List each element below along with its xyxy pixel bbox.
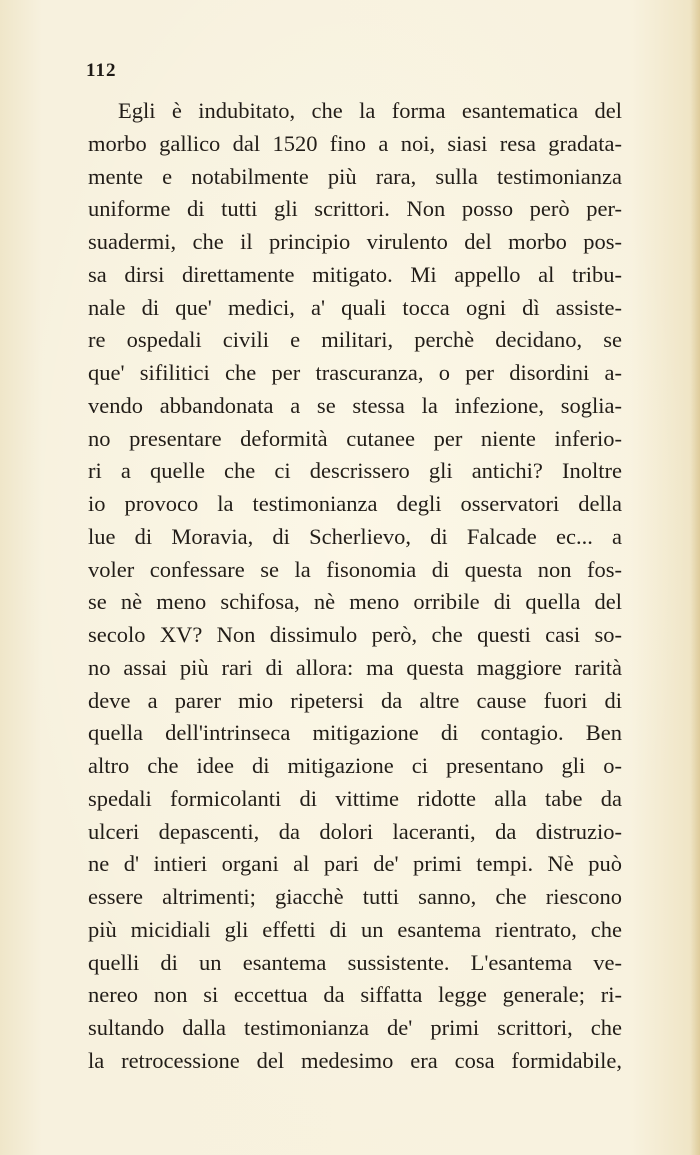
text-line: altro che idee di mitigazione ci presentano gli o- (88, 753, 622, 778)
text-line: nale di que' medici, a' quali tocca ogni dì assiste- (88, 294, 622, 320)
text-line: uniforme di tutti gli scrittori. Non posso però per- (88, 196, 622, 222)
text-line: io provoco la testimonianza degli osservatori della (88, 491, 622, 516)
text-line: lue di Moravia, di Scherlievo, di Falcade ec... a (88, 523, 622, 549)
text-line: secolo XV? Non dissimulo però, che questi casi so- (88, 622, 622, 647)
text-line: essere altrimenti; giacchè tutti sanno, che riescono (88, 884, 622, 909)
text-line: mente e notabilmente più rara, sulla testimonianza (88, 163, 622, 189)
text-line: deve a parer mio ripetersi da altre cause fuori di (88, 687, 622, 713)
text-line: più micidiali gli effetti di un esantema rientrato, che (88, 916, 622, 942)
text-line: ne d' intieri organi al pari de' primi tempi. Nè può (88, 851, 622, 877)
text-line: que' sifilitici che per trascuranza, o per disordini a- (88, 360, 622, 385)
text-line: se nè meno schifosa, nè meno orribile di quella del (88, 589, 622, 615)
page-number: 112 (86, 60, 117, 81)
body-text (88, 95, 622, 1078)
text-line: morbo gallico dal 1520 fino a noi, siasi resa gradata- (88, 130, 622, 156)
text-line: la retrocessione del medesimo era cosa formidabile, (88, 1047, 622, 1073)
text-line: re ospedali civili e militari, perchè decidano, se (88, 327, 622, 353)
text-line: voler confessare se la fisonomia di questa non fos- (88, 556, 622, 582)
page-edge-shadow (690, 0, 700, 1155)
text-line: quelli di un esantema sussistente. L'esantema ve- (88, 949, 622, 975)
text-line: suadermi, che il principio virulento del morbo pos- (88, 229, 622, 254)
text-line: sultando dalla testimonianza de' primi scrittori, che (88, 1015, 622, 1040)
text-line: ulceri depascenti, da dolori laceranti, da distruzio- (88, 818, 622, 844)
text-line: ri a quelle che ci descrissero gli antichi? Inoltre (88, 458, 622, 484)
text-line: no assai più rari di allora: ma questa maggiore rarità (88, 654, 622, 680)
text-line: sa dirsi direttamente mitigato. Mi appello al tribu- (88, 261, 622, 287)
text-line: vendo abbandonata a se stessa la infezione, soglia- (88, 392, 622, 418)
text-line: quella dell'intrinseca mitigazione di contagio. Ben (88, 720, 622, 746)
text-line: Egli è indubitato, che la forma esantematica del (118, 98, 622, 123)
text-line: nereo non si eccettua da siffatta legge generale; ri- (88, 982, 622, 1008)
text-line: spedali formicolanti di vittime ridotte alla tabe da (88, 785, 622, 811)
text-line: no presentare deformità cutanee per niente inferio- (88, 425, 622, 451)
